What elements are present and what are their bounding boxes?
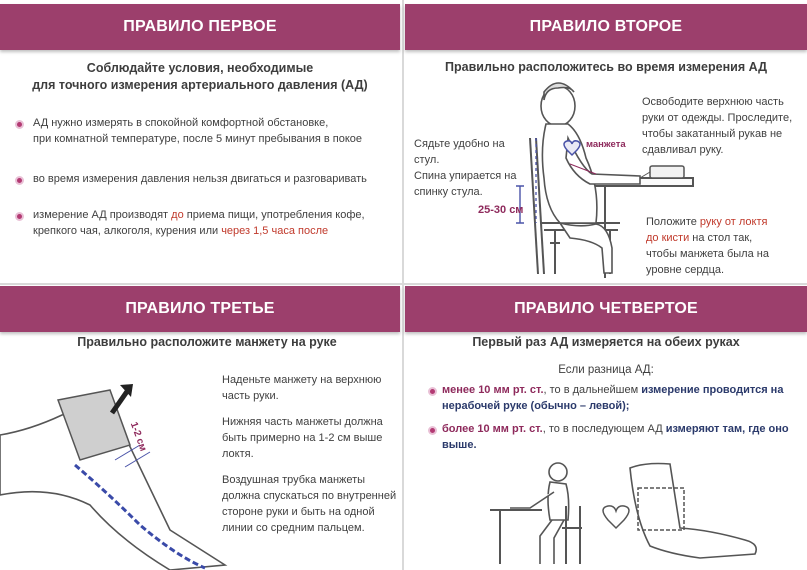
bullet-icon: [15, 176, 24, 185]
rule1-highlight-after: через 1,5 часа после: [221, 225, 329, 237]
rule2-header: [405, 4, 807, 50]
rule3-distance-label: 1-2 см: [127, 420, 149, 453]
rule1-highlight-before: до: [171, 209, 184, 221]
rule2-left-text: Сядьте удобно на стул. Спина упирается на спинку стула.: [414, 138, 517, 198]
rule1-title: ПРАВИЛО ПЕРВОЕ: [123, 18, 277, 35]
rule4-bullet-1: менее 10 мм рт. ст., то в дальнейшем измерение проводится на нерабочей руке (обычно – левой);: [442, 384, 784, 412]
rule1-bullet-1: АД нужно измерять в спокойной комфортной обстановке, при комнатной температуре, после 5 минут пребывания в покое: [33, 117, 363, 145]
rule2-height-label: 25-30 см: [478, 204, 524, 216]
rule1-bullet-2: во время измерения давления нельзя двигаться и разговаривать: [33, 173, 367, 185]
bullet-icon: [15, 212, 24, 221]
both-arms-illustration: [470, 458, 800, 568]
rule4-subtitle: Первый раз АД измеряется на обеих руках: [472, 335, 740, 349]
rule3-header: [0, 286, 400, 332]
rule3-title: ПРАВИЛО ТРЕТЬЕ: [125, 300, 275, 317]
rule2-cuff-label: манжета: [586, 139, 626, 150]
rule1-bullet-3: измерение АД производят до приема пищи, употребления кофе, крепкого чая, алкоголя, курения или через 1,5 часа после: [33, 209, 365, 237]
rule4-intro: Если разница АД:: [558, 364, 654, 376]
rule4-title: ПРАВИЛО ЧЕТВЕРТОЕ: [514, 300, 698, 317]
bullet-icon: [15, 120, 24, 129]
rule3-subtitle: Правильно расположите манжету на руке: [77, 335, 337, 349]
bullet-icon: [428, 387, 437, 396]
rule2-right-text: Освободите верхнюю часть руки от одежды. Проследите, чтобы закатанный рукав не сдавливал руку.: [642, 96, 793, 156]
rule1-subtitle: Соблюдайте условия, необходимые для точного измерения артериального давления (АД): [32, 61, 368, 92]
bullet-icon: [428, 426, 437, 435]
heart-icon: [603, 506, 629, 528]
rule4-header: [405, 286, 807, 332]
rule4-bullet-2: более 10 мм рт. ст., то в последующем АД измеряют там, где оно выше.: [442, 423, 789, 451]
arm-cuff-illustration: [0, 375, 230, 570]
rule3-text: Наденьте манжету на верхнюю часть руки. Нижняя часть манжеты должна быть примерно на 1-2 см выше локтя. Воздушная трубка манжеты должна спускаться по внутренней стороне руки и быть на одной линии со средним пальцем.: [222, 374, 397, 534]
rule2-bottom-text: Положите руку от локтя до кисти на стол так, чтобы манжета была на уровне сердца.: [646, 216, 769, 276]
rule2-subtitle: Правильно расположитесь во время измерения АД: [445, 60, 767, 74]
rule1-header: [0, 4, 400, 50]
rule2-title: ПРАВИЛО ВТОРОЕ: [529, 18, 683, 35]
